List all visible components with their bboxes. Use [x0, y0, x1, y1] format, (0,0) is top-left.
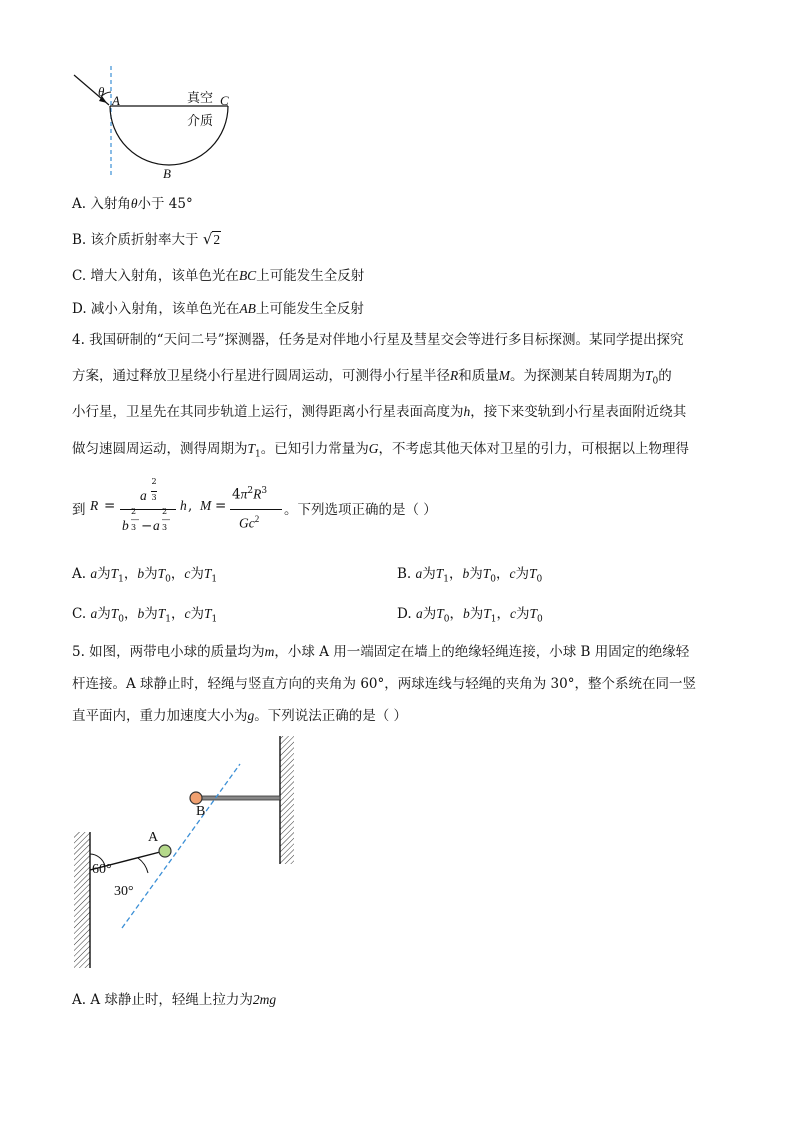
q5-line-3-b: 。下列说法正确的是（ ） [254, 708, 408, 724]
q3-option-c[interactable] [72, 264, 364, 284]
q4-line-5-suffix: 。下列选项正确的是（ ） [284, 502, 437, 518]
ab-dashed-line [122, 764, 240, 928]
var-g: G [368, 441, 379, 456]
r-den-minus: − [141, 518, 153, 534]
var-r: R [450, 368, 459, 383]
q4-option-a-letter: A. [72, 566, 87, 582]
q5-option-a-value: 2mg [252, 992, 277, 1007]
r-num-exp: 2 3 [151, 477, 157, 502]
var-t0-sub: 0 [652, 376, 659, 387]
right-wall-hatch [280, 736, 294, 864]
r-den-exp-b: 2 ― 3 [131, 507, 139, 532]
m-num: $4\pi^2R^3$ [232, 486, 268, 503]
var-t1: T [247, 441, 256, 456]
q3-option-d[interactable] [72, 297, 364, 317]
medium-label: 介质 [187, 113, 214, 128]
q3-option-d-var: AB [239, 301, 256, 316]
q3-option-d-suffix: 上可能发生全反射 [255, 301, 364, 317]
q3-option-a[interactable] [72, 192, 193, 212]
refraction-figure [70, 62, 240, 182]
q4-line-3 [72, 400, 686, 420]
var-m: M [498, 368, 510, 383]
point-a-label: A [112, 93, 120, 108]
q5-line-2: 杆连接。A 球静止时，轻绳与竖直方向的夹角为 60°，两球连线与轻绳的夹角为 30°，整个系统在同一竖 [72, 676, 696, 692]
point-c-label: C [220, 93, 229, 108]
r-den-a: a [153, 518, 160, 533]
angle-30-arc [138, 858, 148, 873]
var-t1-sub: 1 [255, 449, 261, 460]
q3-option-b[interactable] [72, 228, 221, 248]
q4-line-2-b: 和质量 [458, 368, 499, 384]
formula-eq1: = [104, 498, 116, 514]
q4-line-2-c: 。为探测某自转周期为 [510, 368, 645, 384]
formula-eq2: = [215, 498, 227, 514]
q3-option-a-text: A. 入射角 [72, 196, 131, 212]
q4-option-c[interactable]: C. a为$T_0$，b为$T_1$，c为$T_1$ [72, 606, 218, 625]
var-h: h [463, 404, 471, 419]
var-t0: T [645, 368, 653, 383]
ball-a [159, 845, 171, 857]
q5-line-1-b: ，小球 A 用一端固定在墙上的绝缘轻绳连接，小球 B 用固定的绝缘轻 [274, 644, 690, 660]
formula-comma: , [188, 498, 193, 514]
q4-line-3-a: 小行星，卫星先在其同步轨道上运行，测得距离小行星表面高度为 [72, 404, 464, 420]
left-wall-hatch [74, 832, 90, 968]
ball-b [190, 792, 202, 804]
ball-b-label: B [196, 804, 206, 819]
q4-option-b[interactable]: B. a为$T_1$，b为$T_0$，c为$T_0$ [397, 566, 543, 585]
q4-line-4-c: ，不考虑其他天体对卫星的引力，可根据以上物理得 [378, 441, 689, 457]
rod [200, 796, 280, 800]
m-den: Gc$^2$ [239, 514, 260, 531]
q5-option-a-text: A. A 球静止时，轻绳上拉力为 [72, 992, 253, 1008]
sqrt-symbol: √ [202, 230, 213, 248]
q3-option-c-var: BC [238, 268, 257, 283]
q4-option-b-letter: B. [397, 566, 412, 582]
point-b-label: B [163, 166, 171, 181]
q4-option-a[interactable]: A. a为$T_1$，b为$T_0$，c为$T_1$ [72, 566, 218, 585]
r-den-b: b [122, 518, 129, 533]
q5-line-3 [72, 704, 407, 724]
q4-option-d[interactable]: D. a为$T_0$，b为$T_1$，c为$T_0$ [397, 606, 543, 625]
q4-line-5-a: 到 [72, 502, 86, 518]
q5-line-1 [72, 640, 689, 660]
q3-option-c-suffix: 上可能发生全反射 [256, 268, 365, 284]
q4-line-4-a: 做匀速圆周运动，测得周期为 [72, 441, 248, 457]
q4-line-2 [72, 364, 672, 387]
q4-line-4 [72, 437, 689, 460]
q4-line-1: 4. 我国研制的“天问二号”探测器，任务是对伴地小行星及彗星交会等进行多目标探测。某同学提出探究 [72, 332, 684, 348]
charged-balls-figure [66, 732, 306, 977]
r-num-a: a [140, 488, 147, 503]
r-den-exp-a: 2 ― 3 [162, 507, 170, 532]
q5-line-3-a: 直平面内，重力加速度大小为 [72, 708, 248, 724]
q4-line-2-a: 方案，通过释放卫星绕小行星进行圆周运动，可测得小行星半径 [72, 368, 450, 384]
vacuum-label: 真空 [187, 90, 214, 105]
formula-h: h [180, 498, 187, 513]
theta-label: θ [98, 84, 105, 99]
formula-r: R [90, 498, 99, 513]
q4-option-d-letter: D. [397, 606, 412, 622]
var-mass-m: m [264, 644, 275, 659]
formula-m: M [200, 498, 212, 513]
q4-option-c-letter: C. [72, 606, 87, 622]
m-fraction-bar [230, 509, 282, 510]
q3-option-b-text: B. 该介质折射率大于 [72, 232, 199, 248]
q3-option-a-var: θ [130, 196, 138, 211]
q3-option-a-suffix: 小于 45° [137, 196, 193, 212]
sqrt-value: 2 [213, 232, 221, 247]
var-gravity-g: g [247, 708, 255, 723]
q5-option-a[interactable] [72, 988, 276, 1008]
q3-option-c-text: C. 增大入射角，该单色光在 [72, 268, 239, 284]
q3-option-d-text: D. 减小入射角，该单色光在 [72, 301, 240, 317]
angle-60-label: 60° [92, 862, 112, 877]
q4-line-4-b: 。已知引力常量为 [260, 441, 369, 457]
angle-30-label: 30° [114, 884, 134, 899]
q4-line-3-b: ，接下来变轨到小行星表面附近绕其 [470, 404, 687, 420]
q4-line-2-d: 的 [658, 368, 672, 384]
ball-a-label: A [148, 830, 159, 845]
q5-line-1-a: 5. 如图，两带电小球的质量均为 [72, 644, 265, 660]
